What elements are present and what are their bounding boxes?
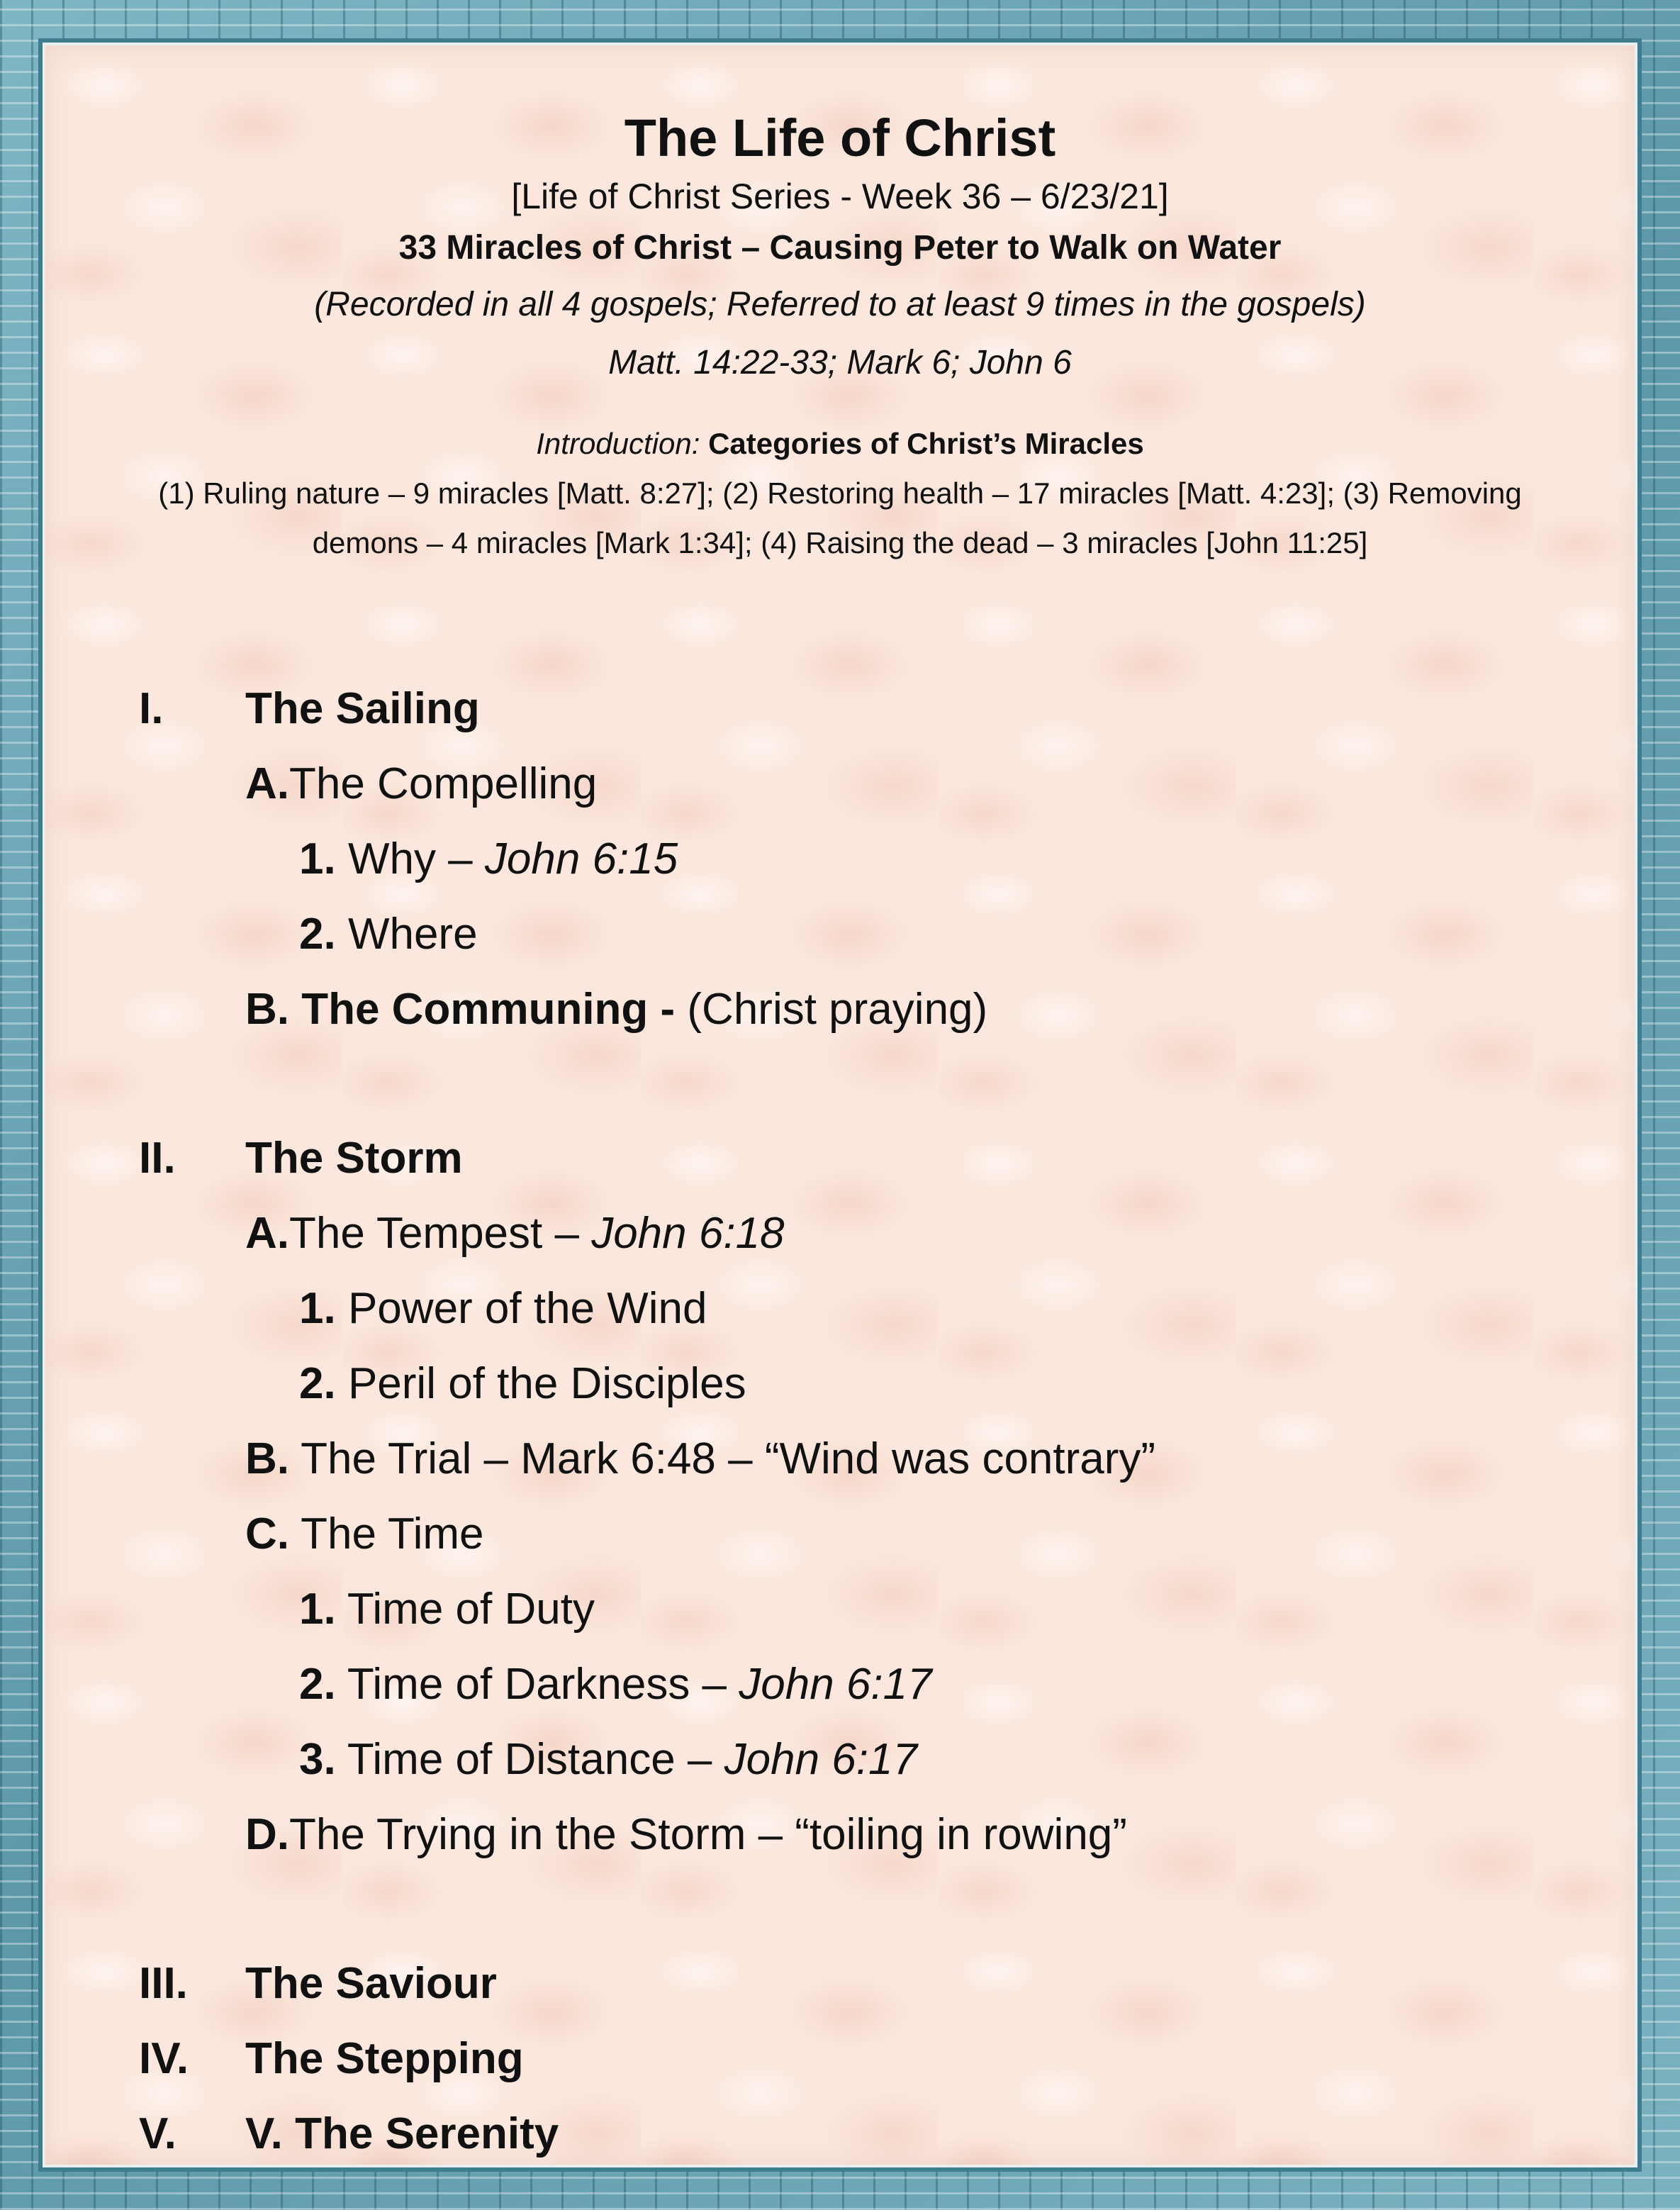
outline-item-2a: A.The Tempest – John 6:18 (245, 1209, 785, 1258)
section-number: V. (139, 2109, 177, 2158)
outline-item-1a1: 1. Why – John 6:15 (299, 835, 678, 883)
section-number: IV. (139, 2034, 189, 2083)
section-title: The Storm (245, 1134, 463, 1183)
outline-item-1a: A.The Compelling (245, 759, 598, 808)
scripture-references: Matt. 14:22-33; Mark 6; John 6 (608, 344, 1072, 381)
document-title: The Life of Christ (624, 108, 1056, 167)
section-title: The Stepping (245, 2034, 524, 2083)
outline-item-2a2: 2. Peril of the Disciples (299, 1359, 746, 1408)
subtitle: 33 Miracles of Christ – Causing Peter to Walk on Water (398, 229, 1282, 267)
document-page (45, 45, 1635, 2165)
outline-item-1a2: 2. Where (299, 910, 478, 959)
categories-line-1: (1) Ruling nature – 9 miracles [Matt. 8:27]; (2) Restoring health – 17 miracles [Matt. 4:23]; (3) Removing (158, 476, 1522, 510)
outline-item-2a1: 1. Power of the Wind (299, 1284, 707, 1333)
outline-item-2b: B. The Trial – Mark 6:48 – “Wind was contrary” (245, 1434, 1156, 1483)
series-line: [Life of Christ Series - Week 36 – 6/23/21] (511, 177, 1169, 216)
section-number: III. (139, 1959, 188, 2008)
section-number: I. (139, 684, 164, 733)
recorded-note: (Recorded in all 4 gospels; Referred to at least 9 times in the gospels) (314, 286, 1366, 323)
introduction-line (45, 427, 1635, 461)
introduction-label: Introduction: (536, 427, 700, 460)
outline-item-2c: C. The Time (245, 1509, 484, 1558)
section-number: II. (139, 1134, 176, 1183)
outline-item-2c2: 2. Time of Darkness – John 6:17 (299, 1660, 932, 1709)
section-title: V. The Serenity (245, 2109, 559, 2158)
outline-item-1b: B. The Communing - (Christ praying) (245, 985, 988, 1034)
introduction-heading: Categories of Christ’s Miracles (708, 427, 1144, 460)
outline-item-2c3: 3. Time of Distance – John 6:17 (299, 1735, 917, 1784)
categories-line-2: demons – 4 miracles [Mark 1:34]; (4) Raising the dead – 3 miracles [John 11:25] (312, 526, 1368, 559)
outline-item-2d: D.The Trying in the Storm – “toiling in rowing” (245, 1810, 1127, 1859)
section-title: The Sailing (245, 684, 480, 733)
section-title: The Saviour (245, 1959, 497, 2008)
outline-item-2c1: 1. Time of Duty (299, 1585, 595, 1634)
